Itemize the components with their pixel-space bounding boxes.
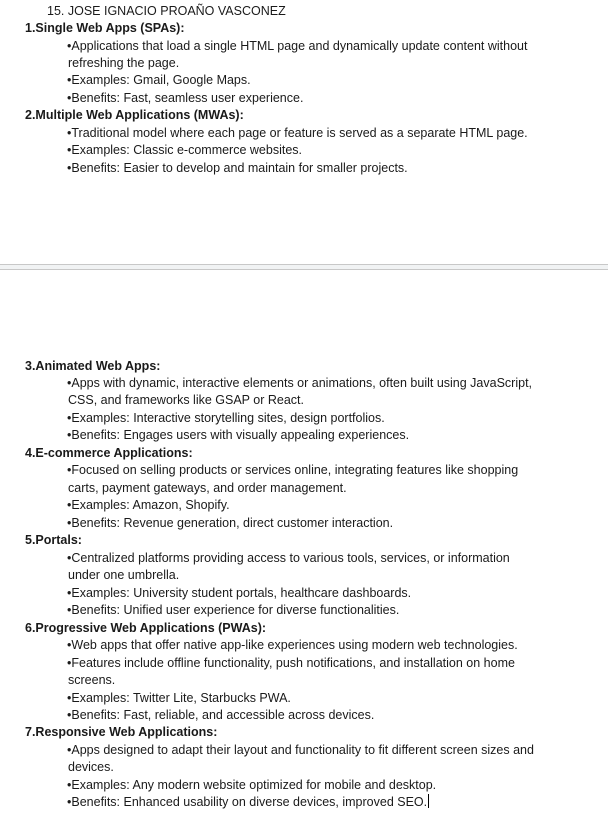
list-item: •Benefits: Fast, reliable, and accessible across devices. bbox=[67, 708, 375, 722]
list-item: •Benefits: Fast, seamless user experience. bbox=[67, 91, 304, 105]
text-cursor bbox=[428, 794, 429, 808]
list-item-text: •Benefits: Enhanced usability on diverse devices, improved SEO. bbox=[67, 795, 428, 809]
list-item: •Examples: Interactive storytelling sites, design portfolios. bbox=[67, 411, 385, 425]
list-item: •Apps designed to adapt their layout and functionality to fit different screen sizes and bbox=[67, 743, 534, 757]
section-heading-spa: 1.Single Web Apps (SPAs): bbox=[25, 21, 185, 35]
document-page-2[interactable] bbox=[0, 270, 608, 820]
section-heading-responsive: 7.Responsive Web Applications: bbox=[25, 725, 218, 739]
section-heading-animated: 3.Animated Web Apps: bbox=[25, 359, 161, 373]
list-item-continuation: screens. bbox=[68, 673, 116, 687]
section-heading-pwa: 6.Progressive Web Applications (PWAs): bbox=[25, 621, 267, 635]
list-item-continuation: devices. bbox=[68, 760, 114, 774]
section-heading-portals: 5.Portals: bbox=[25, 533, 82, 547]
list-item-last bbox=[67, 794, 429, 811]
list-item: •Benefits: Engages users with visually appealing experiences. bbox=[67, 428, 410, 442]
list-item: •Apps with dynamic, interactive elements or animations, often built using JavaScript, bbox=[67, 376, 533, 390]
list-item: •Traditional model where each page or feature is served as a separate HTML page. bbox=[67, 126, 528, 140]
list-item: •Benefits: Easier to develop and maintain for smaller projects. bbox=[67, 161, 408, 175]
section-heading-mwa: 2.Multiple Web Applications (MWAs): bbox=[25, 108, 244, 122]
list-item: •Examples: Any modern website optimized for mobile and desktop. bbox=[67, 778, 437, 792]
list-item: •Web apps that offer native app-like experiences using modern web technologies. bbox=[67, 638, 518, 652]
list-item: •Centralized platforms providing access to various tools, services, or information bbox=[67, 551, 510, 565]
list-item: •Features include offline functionality, push notifications, and installation on home bbox=[67, 656, 515, 670]
list-item: •Benefits: Unified user experience for diverse functionalities. bbox=[67, 603, 400, 617]
list-item: •Examples: Classic e-commerce websites. bbox=[67, 143, 302, 157]
list-item-continuation: CSS, and frameworks like GSAP or React. bbox=[68, 393, 304, 407]
document-page-1[interactable] bbox=[0, 0, 608, 264]
list-item: •Focused on selling products or services online, integrating features like shopping bbox=[67, 463, 519, 477]
list-item: •Benefits: Revenue generation, direct customer interaction. bbox=[67, 516, 394, 530]
author-line: 15. JOSE IGNACIO PROAÑO VASCONEZ bbox=[47, 4, 286, 18]
list-item-continuation: carts, payment gateways, and order management. bbox=[68, 481, 347, 495]
section-heading-ecommerce: 4.E-commerce Applications: bbox=[25, 446, 193, 460]
list-item: •Applications that load a single HTML page and dynamically update content without bbox=[67, 39, 528, 53]
list-item-continuation: under one umbrella. bbox=[68, 568, 180, 582]
list-item: •Examples: Twitter Lite, Starbucks PWA. bbox=[67, 691, 291, 705]
list-item: •Examples: Amazon, Shopify. bbox=[67, 498, 230, 512]
list-item: •Examples: Gmail, Google Maps. bbox=[67, 73, 251, 87]
list-item: •Examples: University student portals, healthcare dashboards. bbox=[67, 586, 412, 600]
list-item-continuation: refreshing the page. bbox=[68, 56, 180, 70]
